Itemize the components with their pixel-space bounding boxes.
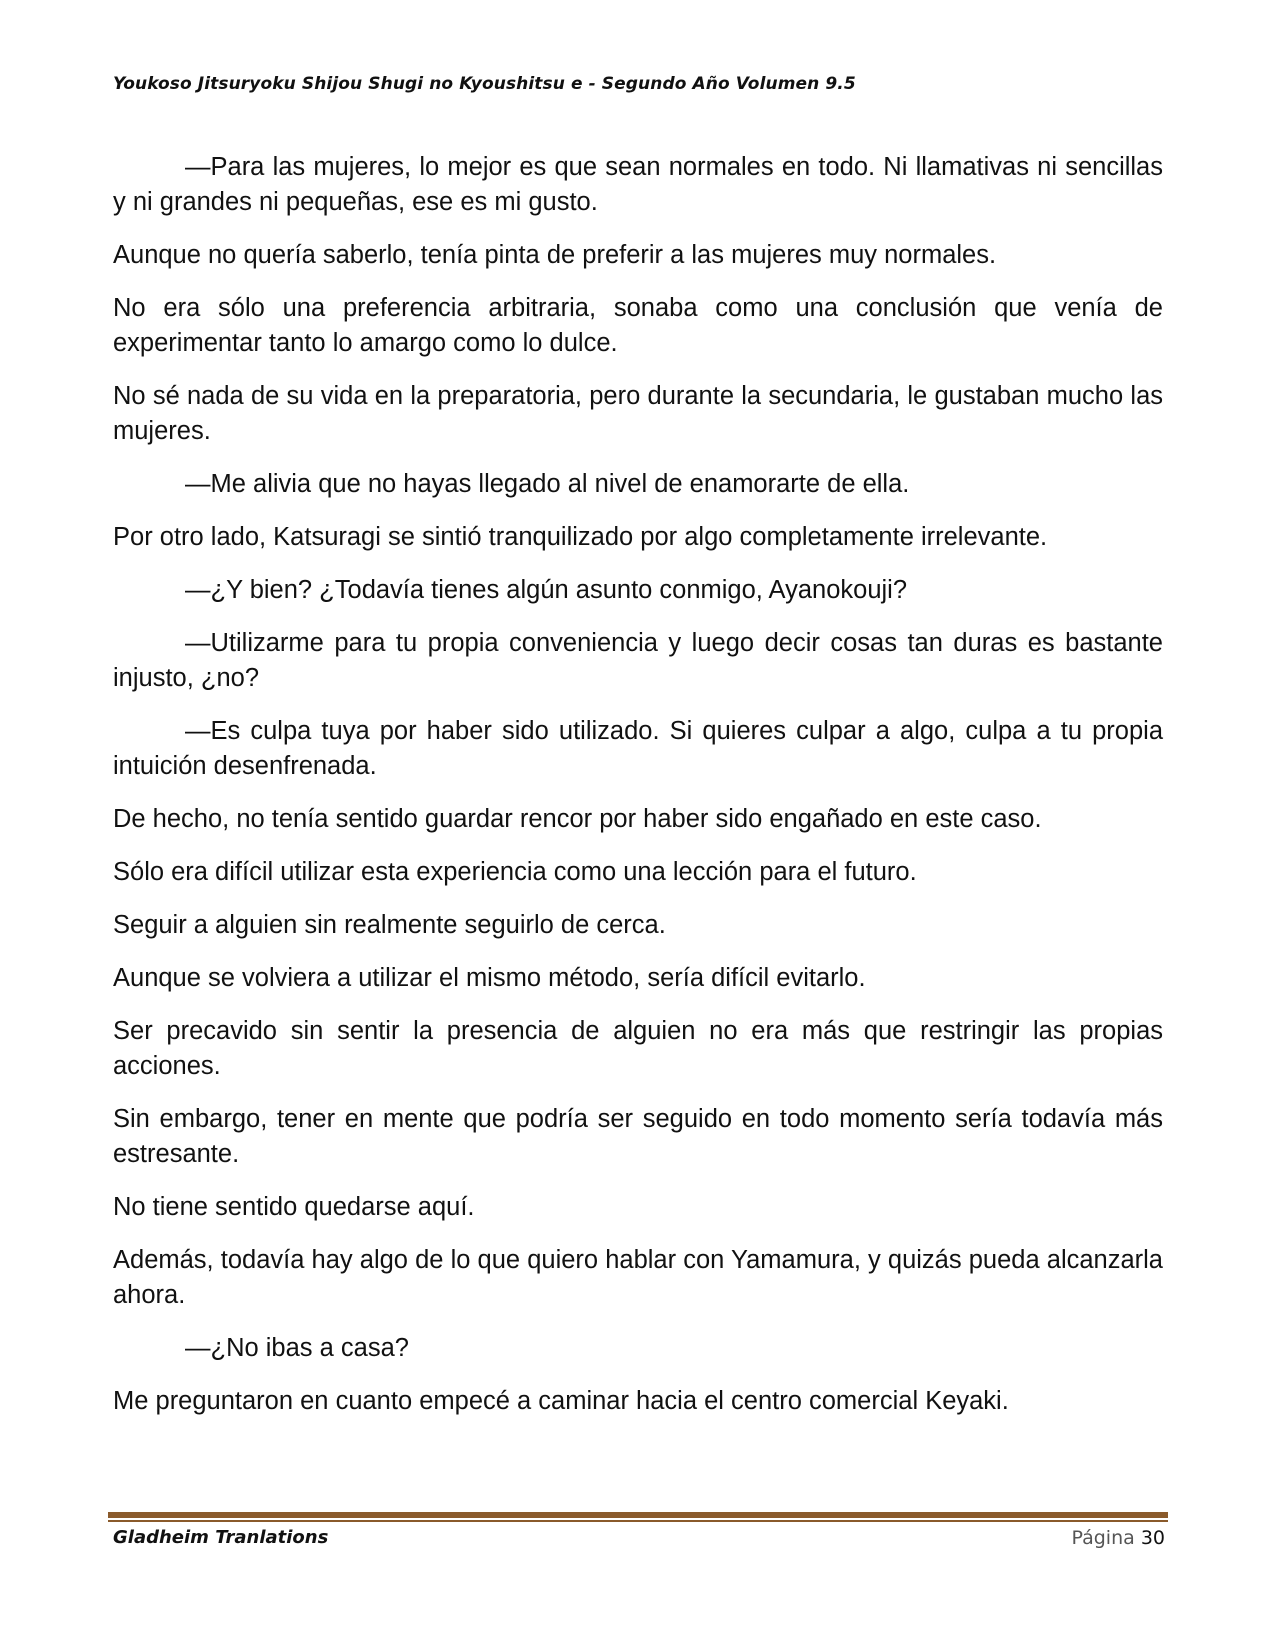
running-header: Youkoso Jitsuryoku Shijou Shugi no Kyoushitsu e - Segundo Año Volumen 9.5 — [113, 74, 856, 94]
paragraph: No sé nada de su vida en la preparatoria, pero durante la secundaria, le gustaban mucho las mujeres. — [113, 382, 1163, 445]
paragraph: Sólo era difícil utilizar esta experiencia como una lección para el futuro. — [113, 858, 917, 886]
paragraph: Por otro lado, Katsuragi se sintió tranquilizado por algo completamente irrelevante. — [113, 523, 1048, 551]
page-number-value: 30 — [1140, 1527, 1165, 1549]
footer-credit: Gladheim Tranlations — [113, 1527, 329, 1548]
paragraph: Seguir a alguien sin realmente seguirlo de cerca. — [113, 911, 666, 939]
paragraph: —¿Y bien? ¿Todavía tienes algún asunto conmigo, Ayanokouji? — [185, 576, 908, 604]
paragraph: Ser precavido sin sentir la presencia de alguien no era más que restringir las propias acciones. — [113, 1017, 1163, 1080]
body-text — [113, 150, 1163, 1437]
footer-divider-thin — [108, 1520, 1168, 1522]
paragraph: Aunque no quería saberlo, tenía pinta de preferir a las mujeres muy normales. — [113, 241, 997, 269]
paragraph: —Para las mujeres, lo mejor es que sean normales en todo. Ni llamativas ni sencillas y ni grandes ni pequeñas, ese es mi gusto. — [113, 153, 1163, 216]
paragraph: —Es culpa tuya por haber sido utilizado. Si quieres culpar a algo, culpa a tu propia intuición desenfrenada. — [113, 717, 1163, 780]
paragraph: De hecho, no tenía sentido guardar rencor por haber sido engañado en este caso. — [113, 805, 1042, 833]
paragraph: Aunque se volviera a utilizar el mismo método, sería difícil evitarlo. — [113, 964, 866, 992]
paragraph: —Me alivia que no hayas llegado al nivel de enamorarte de ella. — [185, 470, 910, 498]
paragraph: Además, todavía hay algo de lo que quiero hablar con Yamamura, y quizás pueda alcanzarla ahora. — [113, 1246, 1163, 1309]
paragraph: No era sólo una preferencia arbitraria, sonaba como una conclusión que venía de experimentar tanto lo amargo como lo dulce. — [113, 294, 1163, 357]
paragraph: —Utilizarme para tu propia conveniencia y luego decir cosas tan duras es bastante injusto, ¿no? — [113, 629, 1163, 692]
footer-divider — [108, 1512, 1168, 1518]
paragraph: Sin embargo, tener en mente que podría ser seguido en todo momento sería todavía más estresante. — [113, 1105, 1163, 1168]
page-label: Página — [1071, 1527, 1135, 1549]
paragraph: —¿No ibas a casa? — [185, 1334, 409, 1362]
paragraph: Me preguntaron en cuanto empecé a caminar hacia el centro comercial Keyaki. — [113, 1387, 1009, 1415]
page-number — [1071, 1527, 1165, 1549]
paragraph: No tiene sentido quedarse aquí. — [113, 1193, 475, 1221]
